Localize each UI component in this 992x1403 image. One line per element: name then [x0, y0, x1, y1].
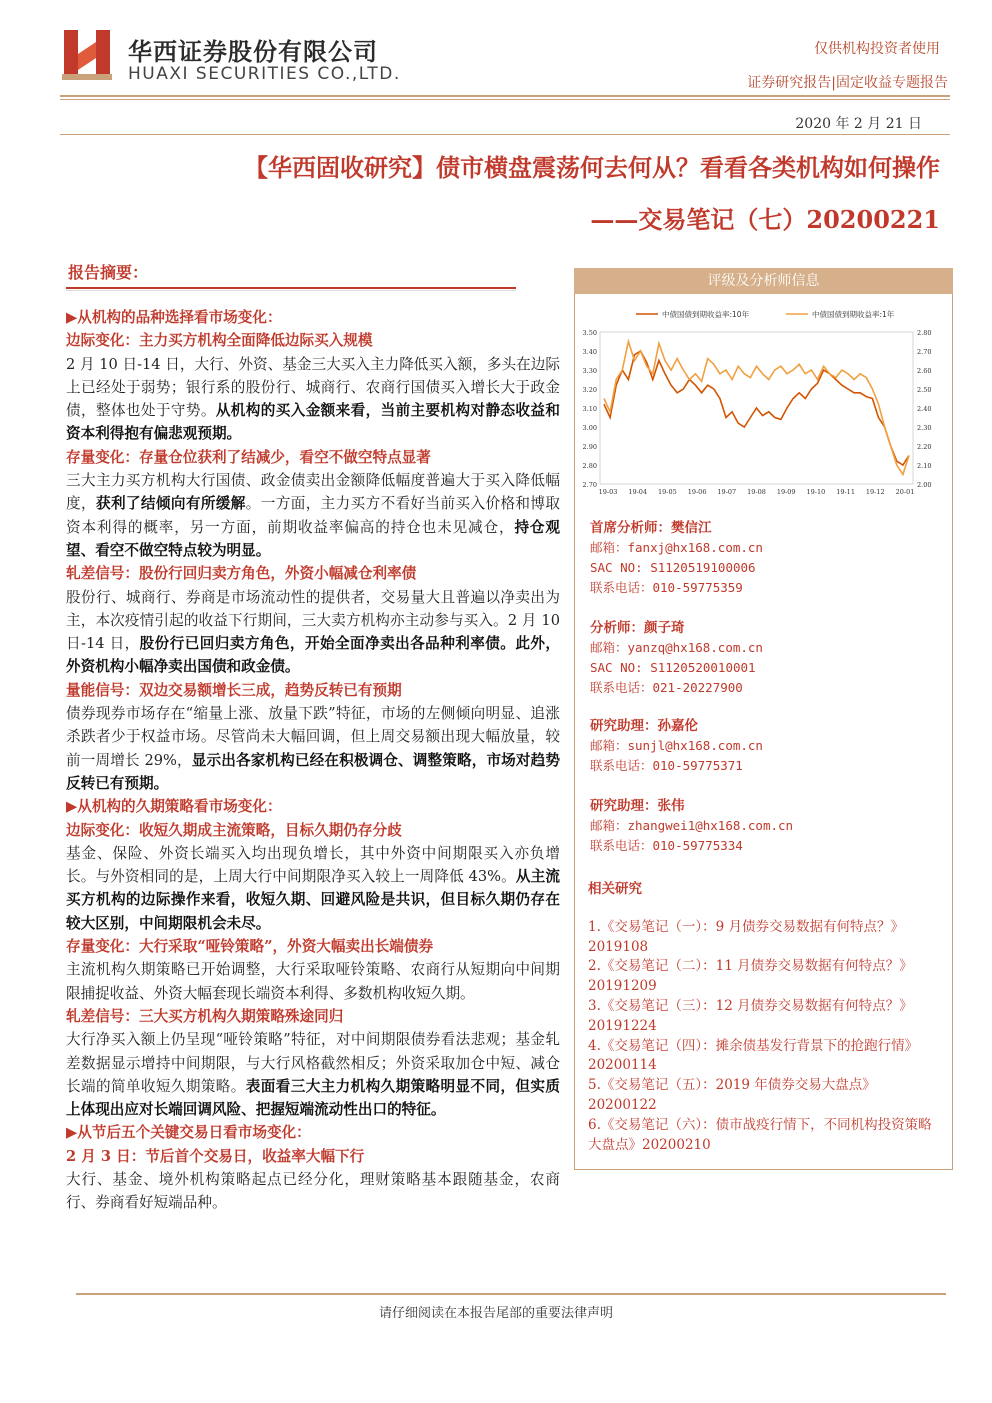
series-line — [604, 351, 909, 465]
related-item[interactable]: 3.《交易笔记（三）：12 月债券交易数据有何特点？》 20191224 — [588, 997, 913, 1034]
section-heading: ▶从机构的品种选择看市场变化： — [66, 309, 282, 326]
company-name-en: HUAXI SECURITIES CO.,LTD. — [128, 64, 401, 84]
analyst-email[interactable]: 邮箱：fanxj@hx168.com.cn — [590, 540, 763, 555]
bold-text: 获利了结倾向有所缓解 — [95, 495, 246, 513]
summary-rule — [66, 287, 516, 289]
sidebar-heading: 评级及分析师信息 — [574, 268, 953, 294]
analyst-name: 研究助理：张伟 — [590, 798, 685, 814]
body-text: 股份行、城商行、券商是市场流动性的提供者，交易量大且普遍以净卖出为主，本次疫情引起的收益下行期间，三大卖方机构亦主动参与买入。2 月 10 日-14 日， — [66, 588, 560, 653]
right-tick-label: 2.30 — [917, 424, 932, 432]
subsection-heading: 轧差信号：三大买方机构久期策略殊途同归 — [66, 1007, 344, 1025]
subsection-heading: 边际变化：收短久期成主流策略，目标久期仍存分歧 — [66, 821, 402, 839]
subsection-heading: 边际变化：主力买方机构全面降低边际买入规模 — [66, 332, 373, 350]
left-tick-label: 3.10 — [582, 405, 597, 413]
report-type-tag: 证券研究报告|固定收益专题报告 — [747, 75, 948, 91]
subsection-heading: 量能信号：双边交易额增长三成，趋势反转已有预期 — [66, 681, 402, 699]
analyst-sac: SAC NO: S1120520010001 — [590, 660, 756, 675]
summary-heading: 报告摘要： — [68, 263, 149, 282]
right-tick-label: 2.10 — [917, 462, 932, 470]
bold-text: 从机构的买入金额来看，当前主要机构对静态收益和资本利得抱有偏悲观预期。 — [66, 402, 560, 443]
analyst-phone: 联系电话：010-59775359 — [590, 580, 743, 595]
body-text: 大行净买入额上仍呈现“哑铃策略”特征，对中间期限债券看法悲观；基金轧差数据显示增持中间期限，与大行风格截然相反；外资采取加仓中短、减仓长端的简单收短久期策略。 — [66, 1031, 560, 1095]
x-tick-label: 19-03 — [598, 488, 618, 496]
x-tick-label: 19-06 — [687, 488, 707, 496]
analyst-card — [590, 618, 763, 698]
bold-text: 市场对趋势反转已有预期。 — [66, 751, 560, 792]
body-text: 主流机构久期策略已开始调整，大行采取哑铃策略、农商行从短期向中间期限捕捉收益、外资大幅套现长端资本利得、多数机构收短久期。 — [66, 961, 560, 1002]
legend-label: 中债国债到期收益率:10年 — [662, 310, 750, 319]
left-tick-label: 3.50 — [582, 329, 597, 337]
subsection-heading: 存量变化：存量仓位获利了结减少，看空不做空特点显著 — [66, 448, 431, 466]
x-tick-label: 19-12 — [865, 488, 885, 496]
related-item[interactable]: 6.《交易笔记（六）：债市战疫行情下，不同机构投资策略大盘点》20200210 — [588, 1116, 932, 1153]
body-paragraph — [66, 702, 560, 795]
subsection-heading: 2 月 3 日：节后首个交易日，收益率大幅下行 — [66, 1147, 365, 1165]
analyst-phone: 联系电话：021-20227900 — [590, 680, 743, 695]
analyst-sac: SAC NO: S1120519100006 — [590, 560, 756, 575]
x-tick-label: 19-08 — [747, 488, 766, 496]
x-tick-label: 20-01 — [895, 488, 915, 496]
body-paragraph — [66, 958, 560, 1005]
analyst-phone: 联系电话：010-59775334 — [590, 838, 743, 853]
analyst-name: 研究助理：孙嘉伦 — [590, 718, 698, 734]
bold-text: 持仓观望、看空不做空特点较为明显。 — [66, 518, 560, 559]
body-text: 大行、基金、境外机构策略起点已经分化，理财策略基本跟随基金，农商行、券商看好短端品种。 — [66, 1170, 560, 1212]
x-tick-label: 19-09 — [776, 488, 796, 496]
left-tick-label: 2.90 — [582, 443, 597, 451]
right-tick-label: 2.60 — [917, 367, 932, 375]
date-rule — [60, 134, 950, 135]
right-tick-label: 2.20 — [917, 443, 932, 451]
analyst-email[interactable]: 邮箱：sunjl@hx168.com.cn — [590, 738, 763, 753]
related-item[interactable]: 1.《交易笔记（一）：9 月债券交易数据有何特点？》 2019108 — [588, 918, 905, 955]
left-tick-label: 3.40 — [582, 348, 597, 356]
bold-text: 表面看三大主力机构久期策略明显不同，但实质上体现出应对长端回调风险、把握短端流动性出口的特征。 — [66, 1077, 560, 1119]
right-tick-label: 2.80 — [917, 329, 932, 337]
body-paragraph — [66, 842, 560, 935]
x-tick-label: 19-11 — [836, 488, 855, 496]
right-tick-label: 2.00 — [917, 481, 932, 489]
body-paragraph — [66, 353, 560, 446]
analyst-email[interactable]: 邮箱：zhangwei1@hx168.com.cn — [590, 818, 794, 833]
left-tick-label: 3.00 — [582, 424, 597, 432]
body-text: 2 月 10 日-14 日，大行、外资、基金三大买入主力降低买入额，多头在边际上已经处于弱势；银行系的股份行、城商行、农商行国债买入增长大于政金债，整体也处于守势。 — [66, 355, 560, 420]
bold-text: 股份行已回归卖方角色，开始全面净卖出各品种利率债。此外，外资机构小幅净卖出国债和政金债。 — [66, 635, 560, 676]
related-item[interactable]: 2.《交易笔记（二）：11 月债券交易数据有何特点？》 20191209 — [588, 958, 913, 995]
footer-rule — [76, 1293, 946, 1295]
related-research — [588, 880, 943, 1155]
analyst-phone: 联系电话：010-59775371 — [590, 758, 743, 773]
right-tick-label: 2.70 — [917, 348, 932, 356]
subsection-heading: 存量变化：大行采取“哑铃策略”，外资大幅卖出长端债券 — [66, 938, 434, 956]
x-tick-label: 19-04 — [628, 488, 648, 496]
report-title: 【华西固收研究】债市横盘震荡何去何从？看看各类机构如何操作 — [244, 153, 940, 182]
summary-rule-thin — [66, 290, 516, 291]
related-item[interactable]: 5.《交易笔记（五）：2019 年债券交易大盘点》 20200122 — [588, 1077, 876, 1113]
analyst-card — [590, 796, 793, 856]
x-tick-label: 19-10 — [806, 488, 826, 496]
body-text: 三大主力买方机构大行国债、政金债卖出金额降低幅度普遍大于买入降低幅度， — [66, 472, 560, 513]
report-subtitle: ——交易笔记（七）20200221 — [590, 205, 940, 234]
subsection-heading: 轧差信号：股份行回归卖方角色，外资小幅减仓利率债 — [66, 565, 417, 583]
footer-disclaimer: 请仔细阅读在本报告尾部的重要法律声明 — [378, 1306, 613, 1321]
report-date: 2020 年 2 月 21 日 — [795, 116, 922, 132]
legend-label: 中债国债到期收益率:1年 — [812, 310, 895, 319]
bold-text: 显示出各家机构已经在积极调仓、调整策略， — [191, 751, 487, 769]
header-rule — [60, 95, 950, 97]
section-heading: ▶从节后五个关键交易日看市场变化： — [66, 1124, 311, 1142]
body-paragraph — [66, 469, 560, 562]
right-tick-label: 2.40 — [917, 405, 932, 413]
x-tick-label: 19-07 — [717, 488, 737, 496]
analyst-email[interactable]: 邮箱：yanzq@hx168.com.cn — [590, 640, 763, 655]
analyst-card — [590, 518, 763, 598]
body-text: 。一方面，主力买方不看好当前买入价格和博取资本利得的概率，另一方面，前期收益率偏高的持仓也未见减仓， — [66, 495, 560, 536]
body-text: 债券现券市场存在“缩量上涨、放量下跌”特征，市场的左侧倾向明显、追涨杀跌者少于权益市场。尽管尚未大幅回调，但上周交易额出现大幅放量，较前一周增长 29%， — [66, 705, 560, 769]
company-logo-icon — [62, 28, 112, 82]
left-tick-label: 2.80 — [582, 462, 597, 470]
left-tick-label: 3.20 — [582, 386, 597, 394]
left-tick-label: 2.70 — [582, 481, 597, 489]
yield-chart — [578, 298, 948, 498]
body-text: 基金、保险、外资长端买入均出现负增长，其中外资中间期限买入亦负增长。与外资相同的是，上周大行中间期限净买入较上一周降低 43%。 — [66, 844, 560, 886]
summary-body — [66, 306, 560, 1215]
company-name-cn: 华西证券股份有限公司 — [128, 38, 378, 66]
bold-text: 从主流买方机构的边际操作来看，收短久期、回避风险是共识，但目标久期仍存在较大区别，中间期限机会未尽。 — [66, 868, 560, 932]
x-tick-label: 19-05 — [658, 488, 677, 496]
right-tick-label: 2.50 — [917, 386, 932, 394]
header-rule-thin — [60, 99, 950, 100]
left-tick-label: 3.30 — [582, 367, 597, 375]
related-heading: 相关研究 — [588, 881, 642, 897]
analyst-name: 首席分析师：樊信江 — [590, 520, 712, 536]
audience-tag: 仅供机构投资者使用 — [814, 41, 940, 57]
analyst-name: 分析师：颜子琦 — [590, 620, 685, 636]
body-paragraph — [66, 1168, 560, 1215]
body-paragraph — [66, 1028, 560, 1121]
section-heading: ▶从机构的久期策略看市场变化： — [66, 798, 282, 816]
related-item[interactable]: 4.《交易笔记（四）：摊余债基发行背景下的抢跑行情》20200114 — [588, 1037, 919, 1074]
analyst-card — [590, 716, 763, 776]
body-paragraph — [66, 586, 560, 679]
